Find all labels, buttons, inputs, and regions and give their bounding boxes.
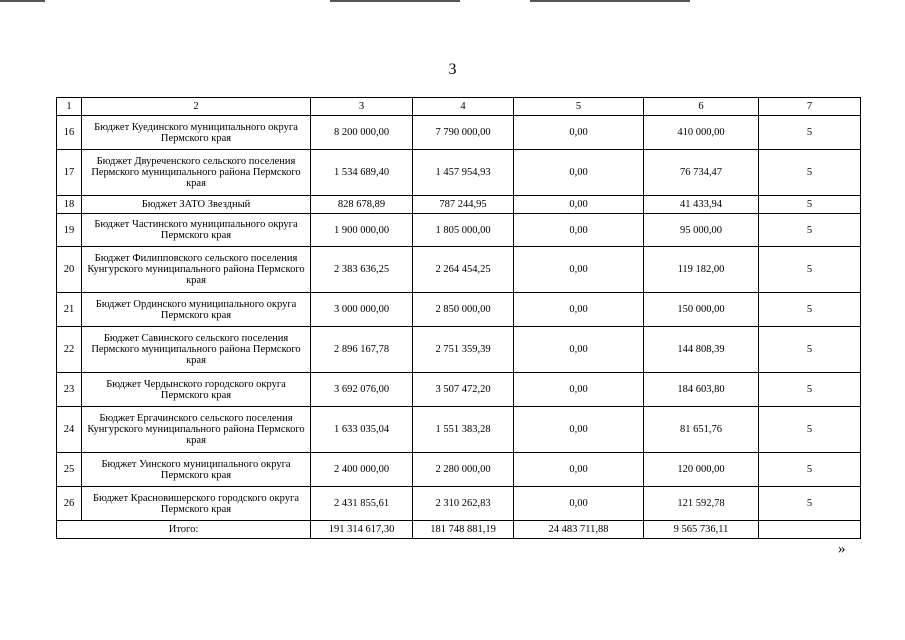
amount-col6: 121 592,78 [644, 487, 759, 521]
total-c4: 181 748 881,19 [413, 521, 514, 539]
amount-col6: 81 651,76 [644, 407, 759, 453]
table-row [57, 373, 861, 407]
page-number: 3 [448, 61, 457, 78]
amount-col3: 2 400 000,00 [311, 453, 413, 487]
total-row [57, 521, 861, 539]
row-number: 26 [57, 487, 82, 521]
amount-col6: 95 000,00 [644, 214, 759, 247]
header-cell: 3 [311, 98, 413, 116]
table-row [57, 116, 861, 150]
total-c3: 191 314 617,30 [311, 521, 413, 539]
budget-name: Бюджет Уинского муниципального округа Пермского края [82, 453, 311, 487]
amount-col5: 0,00 [514, 373, 644, 407]
value-col7: 5 [759, 487, 861, 521]
value-col7: 5 [759, 214, 861, 247]
amount-col3: 828 678,89 [311, 196, 413, 214]
amount-col6: 144 808,39 [644, 327, 759, 373]
value-col7: 5 [759, 407, 861, 453]
amount-col6: 120 000,00 [644, 453, 759, 487]
amount-col6: 184 603,80 [644, 373, 759, 407]
budget-name: Бюджет Ергачинского сельского поселения Кунгурского муниципального района Пермского края [82, 407, 311, 453]
amount-col5: 0,00 [514, 327, 644, 373]
amount-col6: 410 000,00 [644, 116, 759, 150]
amount-col3: 2 896 167,78 [311, 327, 413, 373]
amount-col4: 1 457 954,93 [413, 150, 514, 196]
amount-col5: 0,00 [514, 150, 644, 196]
amount-col6: 119 182,00 [644, 247, 759, 293]
table-row [57, 214, 861, 247]
header-cell: 2 [82, 98, 311, 116]
table-row [57, 453, 861, 487]
value-col7: 5 [759, 116, 861, 150]
amount-col3: 3 000 000,00 [311, 293, 413, 327]
value-col7: 5 [759, 196, 861, 214]
scan-edge-mark [530, 0, 690, 2]
budget-table [56, 97, 861, 539]
value-col7: 5 [759, 293, 861, 327]
amount-col5: 0,00 [514, 116, 644, 150]
row-number: 20 [57, 247, 82, 293]
row-number: 17 [57, 150, 82, 196]
budget-name: Бюджет Красновишерского городского округа Пермского края [82, 487, 311, 521]
amount-col6: 76 734,47 [644, 150, 759, 196]
amount-col6: 150 000,00 [644, 293, 759, 327]
row-number: 18 [57, 196, 82, 214]
table-row [57, 407, 861, 453]
budget-name: Бюджет Савинского сельского поселения Пермского муниципального района Пермского края [82, 327, 311, 373]
amount-col4: 7 790 000,00 [413, 116, 514, 150]
amount-col3: 1 633 035,04 [311, 407, 413, 453]
table-row [57, 150, 861, 196]
amount-col4: 2 751 359,39 [413, 327, 514, 373]
table-header-row [57, 98, 861, 116]
budget-name: Бюджет Двуреченского сельского поселения Пермского муниципального района Пермского края [82, 150, 311, 196]
budget-name: Бюджет Ординского муниципального округа Пермского края [82, 293, 311, 327]
amount-col3: 8 200 000,00 [311, 116, 413, 150]
amount-col4: 1 551 383,28 [413, 407, 514, 453]
table-row [57, 327, 861, 373]
amount-col4: 2 280 000,00 [413, 453, 514, 487]
row-number: 19 [57, 214, 82, 247]
amount-col3: 3 692 076,00 [311, 373, 413, 407]
amount-col4: 2 310 262,83 [413, 487, 514, 521]
row-number: 22 [57, 327, 82, 373]
amount-col4: 787 244,95 [413, 196, 514, 214]
amount-col3: 2 431 855,61 [311, 487, 413, 521]
row-number: 25 [57, 453, 82, 487]
header-cell: 4 [413, 98, 514, 116]
amount-col4: 2 850 000,00 [413, 293, 514, 327]
amount-col3: 1 534 689,40 [311, 150, 413, 196]
value-col7: 5 [759, 453, 861, 487]
row-number: 23 [57, 373, 82, 407]
budget-name: Бюджет ЗАТО Звездный [82, 196, 311, 214]
row-number: 21 [57, 293, 82, 327]
amount-col6: 41 433,94 [644, 196, 759, 214]
scan-edge-mark [0, 0, 45, 2]
value-col7: 5 [759, 247, 861, 293]
budget-name: Бюджет Частинского муниципального округа Пермского края [82, 214, 311, 247]
amount-col5: 0,00 [514, 293, 644, 327]
scan-edge-mark [330, 0, 460, 2]
amount-col3: 2 383 636,25 [311, 247, 413, 293]
header-cell: 5 [514, 98, 644, 116]
total-label: Итого: [57, 521, 311, 539]
value-col7: 5 [759, 327, 861, 373]
amount-col5: 0,00 [514, 407, 644, 453]
total-c7 [759, 521, 861, 539]
amount-col5: 0,00 [514, 487, 644, 521]
value-col7: 5 [759, 150, 861, 196]
closing-quote-mark: » [838, 541, 846, 557]
row-number: 16 [57, 116, 82, 150]
amount-col4: 3 507 472,20 [413, 373, 514, 407]
amount-col5: 0,00 [514, 214, 644, 247]
amount-col4: 2 264 454,25 [413, 247, 514, 293]
header-cell: 1 [57, 98, 82, 116]
row-number: 24 [57, 407, 82, 453]
total-c6: 9 565 736,11 [644, 521, 759, 539]
header-cell: 7 [759, 98, 861, 116]
amount-col3: 1 900 000,00 [311, 214, 413, 247]
budget-name: Бюджет Филипповского сельского поселения Кунгурского муниципального района Пермского края [82, 247, 311, 293]
total-c5: 24 483 711,88 [514, 521, 644, 539]
value-col7: 5 [759, 373, 861, 407]
budget-name: Бюджет Чердынского городского округа Пермского края [82, 373, 311, 407]
budget-name: Бюджет Куединского муниципального округа Пермского края [82, 116, 311, 150]
amount-col5: 0,00 [514, 453, 644, 487]
amount-col4: 1 805 000,00 [413, 214, 514, 247]
amount-col5: 0,00 [514, 247, 644, 293]
amount-col5: 0,00 [514, 196, 644, 214]
table-row [57, 247, 861, 293]
table-row [57, 487, 861, 521]
table-row [57, 293, 861, 327]
table-row [57, 196, 861, 214]
header-cell: 6 [644, 98, 759, 116]
